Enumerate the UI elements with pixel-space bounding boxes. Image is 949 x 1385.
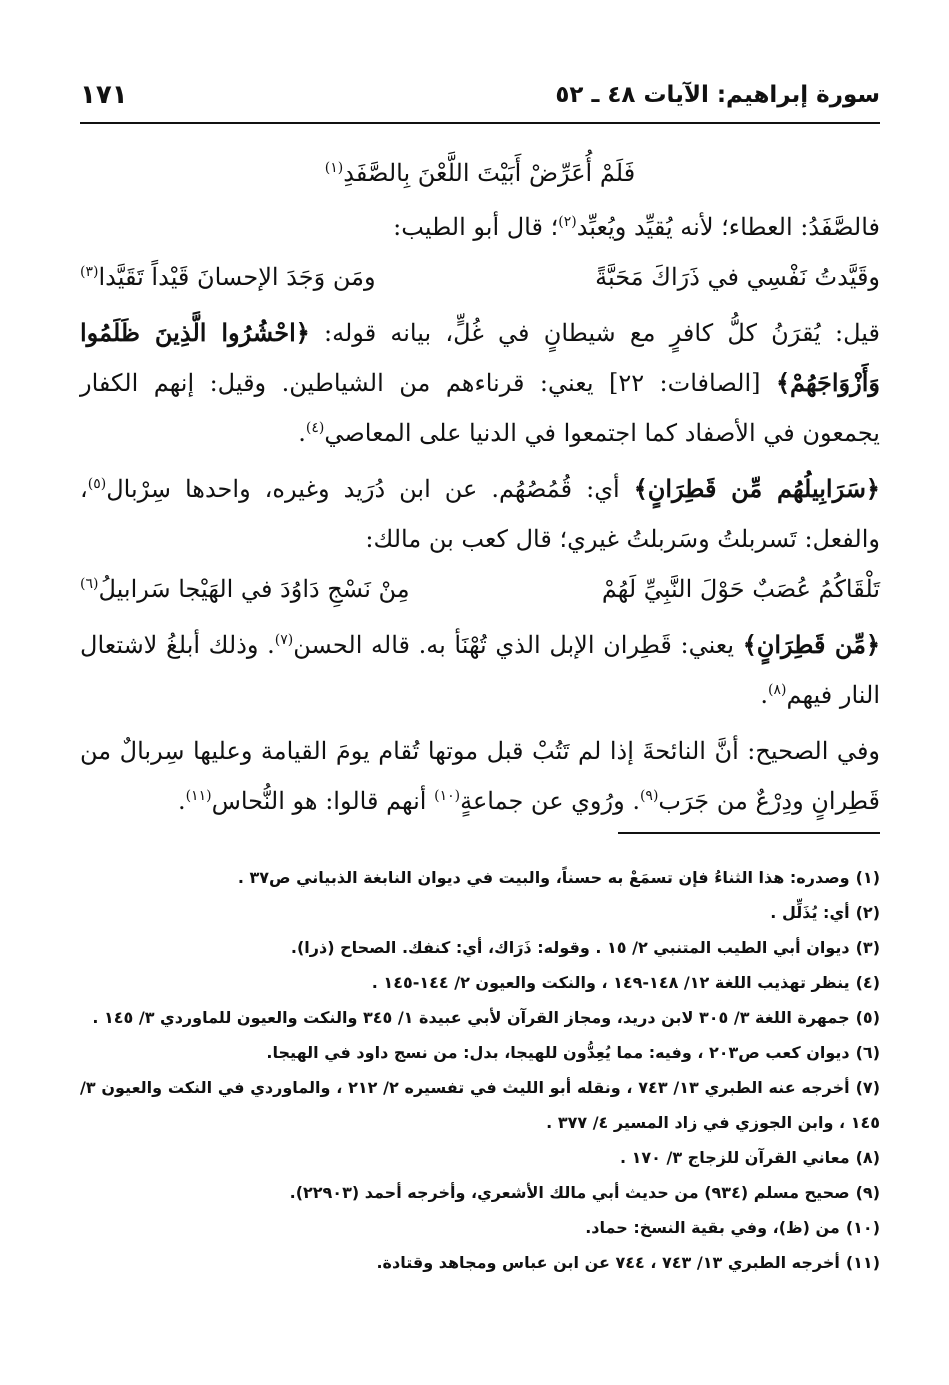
footnote: (٥)جمهرة اللغة ٣/ ٣٠٥ لابن دريد، ومجاز القرآن لأبي عبيدة ١/ ٣٤٥ والنكت والعيون للماوردي ٣/ ١٤٥ . bbox=[92, 1008, 880, 1027]
book-page bbox=[80, 70, 880, 1350]
footnote-ref: (١١) bbox=[185, 788, 212, 804]
footnote-ref: (٣) bbox=[80, 264, 99, 280]
footnote-ref: (٤) bbox=[305, 420, 325, 436]
footnote-ref: (٢) bbox=[558, 214, 577, 230]
footnote: (١)وصدره: هذا الثناءُ فإن تسمَعْ به حسناً، والبيت في ديوان النابغة الذبياني ص٣٧ . bbox=[237, 868, 880, 887]
quran-quote: ﴿مِّن قَطِرَانٍ﴾ bbox=[742, 630, 881, 659]
poetry-verse-3 bbox=[80, 564, 880, 614]
footnote: (١١)أخرجه الطبري ١٣/ ٧٤٣ ، ٧٤٤ عن ابن عباس ومجاهد وقتادة. bbox=[376, 1253, 880, 1272]
verse-hemistich-right: تَلْقَاكُمُ عُصَبٌ حَوْلَ النَّبِيِّ لَهُمْ bbox=[601, 575, 880, 603]
paragraph-5: وفي الصحيح: أنَّ النائحةَ إذا لم تَتُبْ قبل موتها تُقام يومَ القيامة وعليها سِربالٌ من قَطِرانٍ ودِرْعٌ من جَرَب$^{(٩)}$. ورُوي عن جماعةٍ$^{(١٠)}$ أنهم قالوا: هو النُّحاس$^{(١١)}$. bbox=[80, 737, 881, 815]
paragraph-4: ﴿مِّن قَطِرَانٍ﴾ يعني: قَطِران الإبل الذي تُهْنَأ به. قاله الحسن$^{(٧)}$. وذلك أبلغُ لاشتعال النار فيهم$^{(٨)}$. bbox=[80, 630, 881, 709]
verse-hemistich-left: ومَن وَجَدَ الإحسانَ قَيْداً تَقَيَّدا$^{(٣)}$ bbox=[80, 263, 376, 291]
paragraph-3: ﴿سَرَابِيلُهُم مِّن قَطِرَانٍ﴾ أي: قُمُصُهُم. عن ابن دُرَيد وغيره، واحدها سِرْبال$^{(٥)}$، والفعل: تَسربلتُ وسَربلتُ غيري؛ قال كعب بن مالك: bbox=[80, 474, 880, 553]
verse-hemistich-right: وقَيَّدتُ نَفْسِي في ذَرَاكَ مَحَبَّةً bbox=[595, 263, 880, 291]
quran-quote: ﴿سَرَابِيلُهُم مِّن قَطِرَانٍ﴾ bbox=[633, 474, 880, 503]
paragraph-1: فالصَّفَدُ: العطاء؛ لأنه يُقيِّد ويُعبِّد$^{(٢)}$؛ قال أبو الطيب: bbox=[393, 213, 880, 241]
footnote: (٨)معاني القرآن للزجاج ٣/ ١٧٠ . bbox=[619, 1148, 880, 1167]
footnote-ref: (١٠) bbox=[434, 788, 461, 804]
footnote: (٦)ديوان كعب ص٢٠٣ ، وفيه: مما يُعِدُّون للهيجا، بدل: من نسج داود في الهيجا. bbox=[266, 1043, 880, 1062]
footnote: (٢)أي: يُذَلِّل . bbox=[770, 903, 880, 922]
footnote: (٤)ينظر تهذيب اللغة ١٢/ ١٤٨-١٤٩ ، والنكت والعيون ٢/ ١٤٤-١٤٥ . bbox=[371, 973, 880, 992]
footnote: (١٠)من (ظ)، وفي بقية النسخ: حماد. bbox=[585, 1218, 880, 1237]
footnote-separator bbox=[618, 832, 880, 834]
page-number: ١٧١ bbox=[80, 80, 128, 110]
main-text bbox=[80, 148, 880, 826]
poetry-verse-2 bbox=[80, 252, 880, 302]
header-title: سورة إبراهيم: الآيات ٤٨ ـ ٥٢ bbox=[555, 82, 880, 108]
footnote-ref: (٦) bbox=[80, 576, 99, 592]
footnote: (٣)ديوان أبي الطيب المتنبي ٢/ ١٥ . وقوله: ذَرَاك، أي: كنفك. الصحاح (ذرا). bbox=[290, 938, 880, 957]
running-header bbox=[80, 82, 880, 124]
footnote-ref: (٨) bbox=[768, 682, 787, 698]
footnote-ref: (٧) bbox=[274, 632, 294, 648]
paragraph-2: قيل: يُقرَنُ كلُّ كافرٍ مع شيطانٍ في غُلٍّ، بيانه قوله: ﴿احْشُرُوا الَّذِينَ ظَلَمُوا وَأَزْوَاجَهُمْ﴾ [الصافات: ٢٢] يعني: قرناءهم من الشياطين. وقيل: إنهم الكفار يجمعون في الأصفاد كما اجتمعوا في الدنيا على المعاصي$^{(٤)}$. bbox=[80, 318, 881, 447]
footnote-ref: (٩) bbox=[639, 788, 659, 804]
footnote-ref: (١) bbox=[324, 160, 344, 176]
poetry-verse-1: فَلَمْ أُعَرِّضْ أَبَيْتَ اللَّعْنَ بِالصَّفَدِ$^{(١)}$ bbox=[324, 159, 636, 187]
footnote: (٧)أخرجه عنه الطبري ١٣/ ٧٤٣ ، ونقله أبو الليث في تفسيره ٢/ ٢١٢ ، والماوردي في النكت والعيون ٣/ ١٤٥ ، وابن الجوزي في زاد المسير ٤/ ٣٧٧ . bbox=[80, 1078, 880, 1132]
quran-quote: ﴿احْشُرُوا الَّذِينَ ظَلَمُوا وَأَزْوَاجَهُمْ﴾ bbox=[80, 318, 880, 397]
footnote-ref: (٥) bbox=[87, 476, 107, 492]
verse-hemistich-left: مِنْ نَسْجِ دَاوُدَ في الهَيْجا سَرابيلُ$^{(٦)}$ bbox=[80, 575, 410, 603]
footnotes bbox=[80, 860, 880, 1280]
footnote: (٩)صحيح مسلم (٩٣٤) من حديث أبي مالك الأشعري، وأخرجه أحمد (٢٢٩٠٣). bbox=[289, 1183, 880, 1202]
